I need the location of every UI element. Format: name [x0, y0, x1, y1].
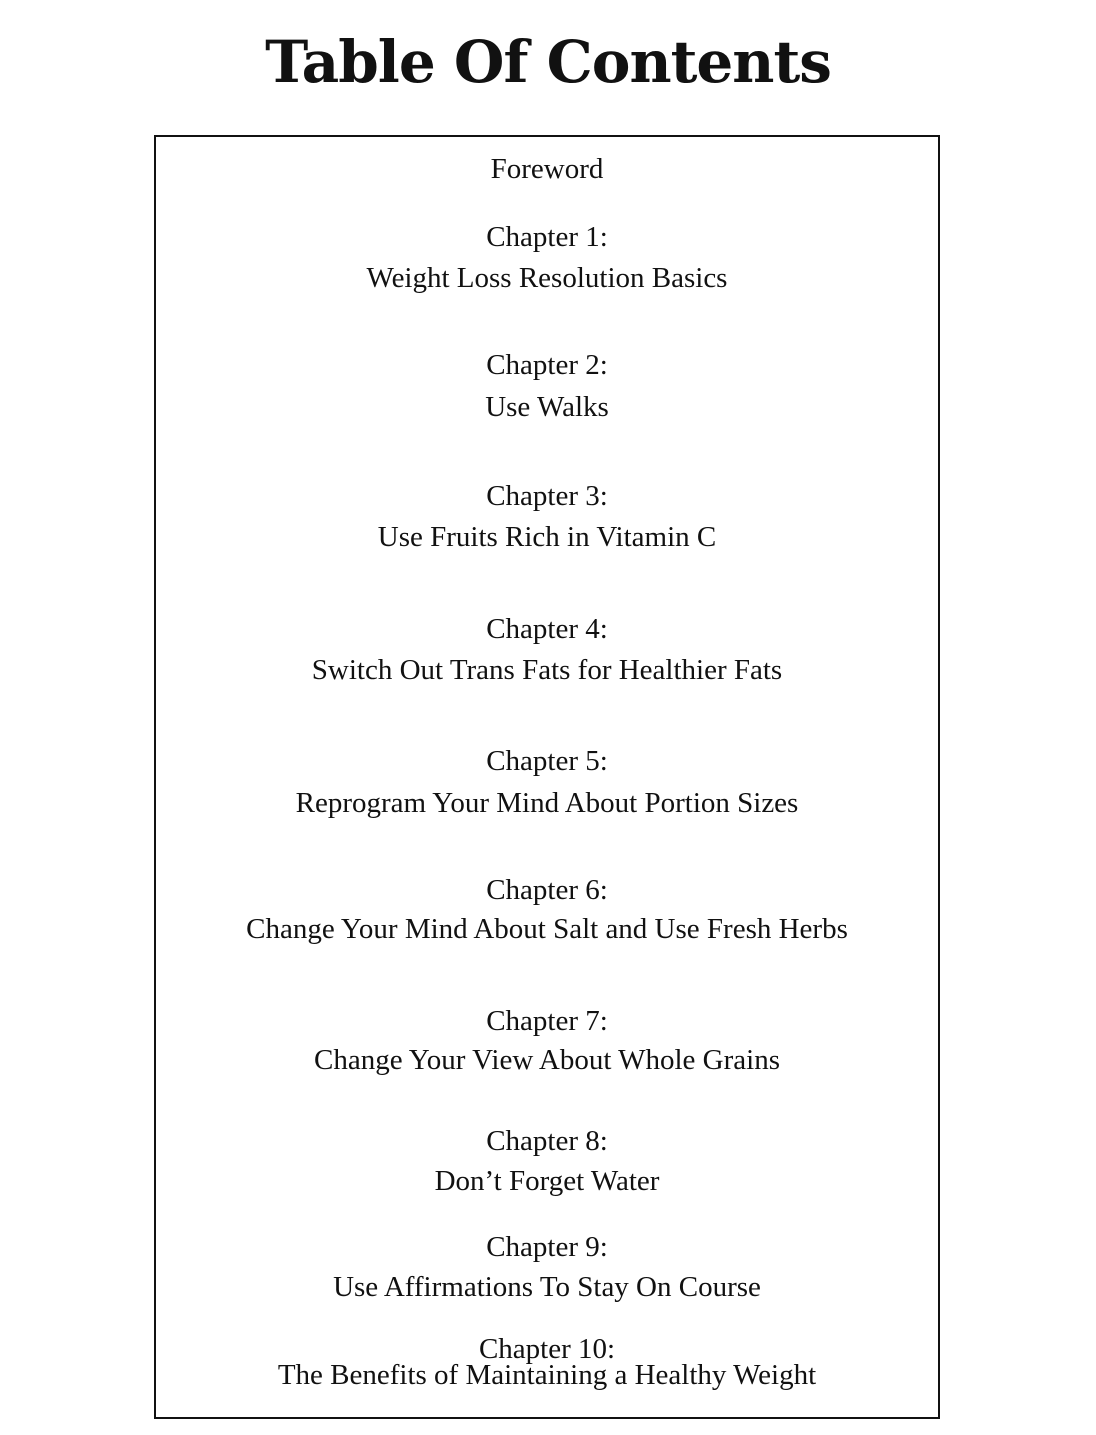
chapter-9-label: Chapter 9: [486, 1231, 608, 1263]
chapter-3-label: Chapter 3: [486, 480, 608, 512]
chapter-6-label: Chapter 6: [486, 874, 608, 906]
chapter-10-title: The Benefits of Maintaining a Healthy Weight [277, 1359, 817, 1391]
page-title: Table Of Contents [265, 28, 831, 96]
chapter-3-title: Use Fruits Rich in Vitamin C [377, 521, 717, 553]
chapter-6-title: Change Your Mind About Salt and Use Fresh Herbs [246, 913, 848, 945]
chapter-4-title: Switch Out Trans Fats for Healthier Fats [311, 654, 783, 686]
chapter-8-title: Don’t Forget Water [434, 1165, 660, 1197]
chapter-7-label: Chapter 7: [486, 1005, 608, 1037]
chapter-7-title: Change Your View About Whole Grains [314, 1044, 780, 1076]
chapter-5-label: Chapter 5: [486, 745, 608, 777]
table-of-contents-box [154, 135, 940, 1419]
chapter-8-label: Chapter 8: [486, 1125, 608, 1157]
chapter-5-title: Reprogram Your Mind About Portion Sizes [295, 787, 799, 819]
chapter-4-label: Chapter 4: [486, 613, 608, 645]
chapter-2-label: Chapter 2: [486, 349, 608, 381]
toc-foreword: Foreword [490, 153, 604, 185]
chapter-1-title: Weight Loss Resolution Basics [366, 262, 728, 294]
chapter-2-title: Use Walks [485, 391, 609, 423]
chapter-9-title: Use Affirmations To Stay On Course [333, 1271, 761, 1303]
chapter-1-label: Chapter 1: [486, 221, 608, 253]
chapter-10-label: Chapter 10: [478, 1333, 616, 1365]
